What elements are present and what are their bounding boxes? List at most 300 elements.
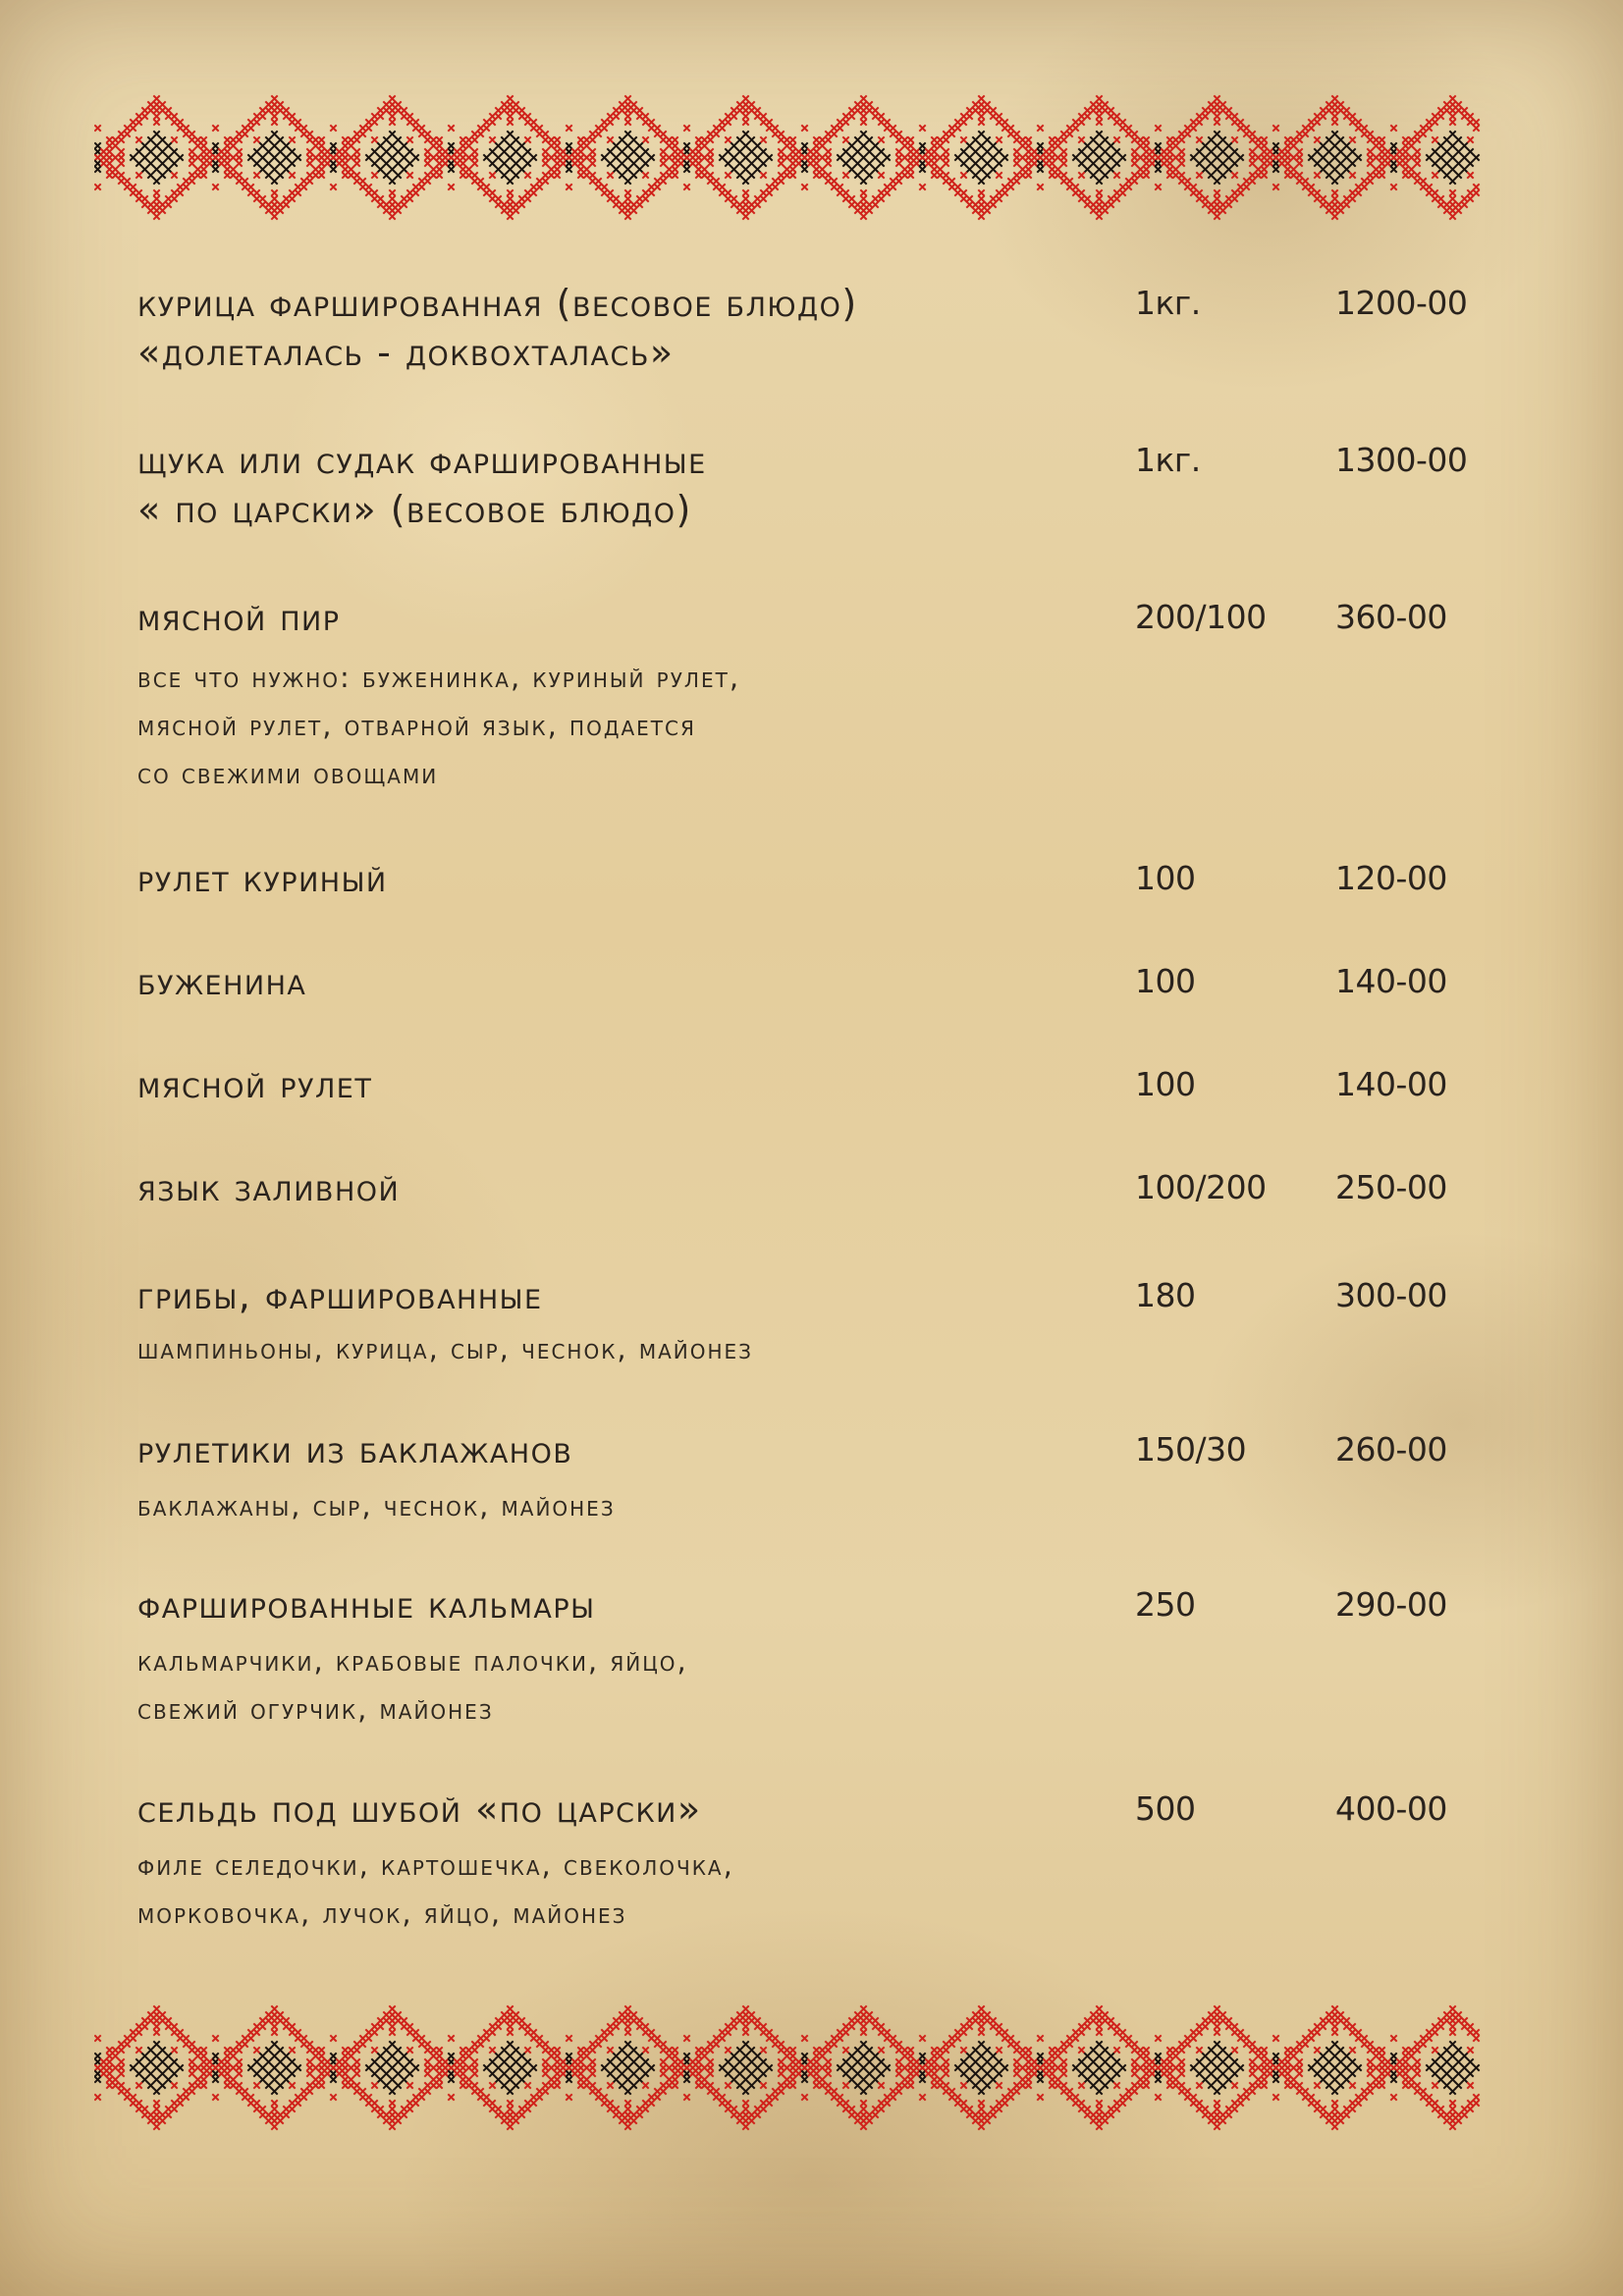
cross-stitch (1444, 2112, 1449, 2117)
cross-stitch (1091, 2012, 1096, 2017)
cross-stitch (1026, 2077, 1031, 2082)
cross-stitch (932, 2077, 937, 2082)
cross-stitch (178, 2036, 183, 2041)
cross-stitch (1291, 2077, 1296, 2082)
cross-stitch (997, 2101, 1001, 2106)
cross-stitch (201, 2083, 206, 2088)
cross-stitch (1238, 2095, 1243, 2100)
cross-stitch (826, 2083, 831, 2088)
cross-stitch (861, 2024, 866, 2029)
cross-stitch (1026, 2071, 1031, 2076)
cross-stitch (843, 2101, 848, 2106)
cross-stitch (266, 2083, 271, 2088)
cross-stitch (343, 2077, 348, 2082)
cross-stitch (1250, 2083, 1255, 2088)
cross-stitch (1403, 2054, 1408, 2058)
cross-stitch (1297, 2089, 1302, 2094)
cross-stitch (673, 2071, 677, 2076)
cross-stitch (743, 2006, 748, 2011)
cross-stitch (661, 2059, 666, 2064)
cross-stitch (237, 2065, 242, 2070)
cross-stitch (1262, 2071, 1267, 2076)
menu-item-name-line: фаршированные кальмары (137, 1583, 596, 1627)
menu-item-price: 300-00 (1335, 1276, 1447, 1314)
cross-stitch (578, 2054, 583, 2058)
cross-stitch (643, 2107, 648, 2111)
cross-stitch (290, 2107, 295, 2111)
cross-stitch (1061, 2059, 1066, 2064)
cross-stitch (908, 2054, 913, 2058)
cross-stitch (278, 2083, 283, 2088)
cross-stitch (402, 2077, 406, 2082)
cross-stitch (1091, 2083, 1096, 2088)
cross-stitch (614, 2077, 619, 2082)
cross-stitch (119, 2065, 124, 2070)
cross-stitch (254, 2071, 259, 2076)
cross-stitch (107, 2071, 112, 2076)
cross-stitch (944, 2065, 948, 2070)
cross-stitch (1273, 2054, 1278, 2058)
cross-stitch (843, 2071, 848, 2076)
cross-stitch (484, 2095, 489, 2100)
menu-item-price: 360-00 (1335, 598, 1447, 636)
cross-stitch (1338, 2071, 1343, 2076)
cross-stitch (384, 2018, 389, 2023)
cross-stitch (749, 2118, 754, 2123)
cross-stitch (1450, 2118, 1455, 2123)
cross-stitch (514, 2012, 518, 2017)
cross-stitch (649, 2036, 654, 2041)
cross-stitch (437, 2071, 442, 2076)
cross-stitch (932, 2059, 937, 2064)
cross-stitch (1209, 2083, 1214, 2088)
cross-stitch (932, 2048, 937, 2053)
cross-stitch (307, 2042, 312, 2047)
cross-stitch (1144, 2054, 1149, 2058)
cross-stitch (1209, 2012, 1214, 2017)
cross-stitch (107, 2059, 112, 2064)
cross-stitch (696, 2083, 701, 2088)
cross-stitch (543, 2071, 548, 2076)
cross-stitch (1050, 2048, 1055, 2053)
cross-stitch (1197, 2101, 1202, 2106)
cross-stitch (755, 2065, 760, 2070)
cross-stitch (419, 2036, 424, 2041)
menu-item-name (137, 279, 1119, 377)
cross-stitch (808, 2059, 813, 2064)
cross-stitch (449, 2077, 454, 2082)
cross-stitch (260, 2065, 265, 2070)
cross-stitch (1097, 2107, 1102, 2111)
cross-stitch (720, 2036, 725, 2041)
cross-stitch (296, 2095, 300, 2100)
cross-stitch (172, 2071, 177, 2076)
cross-stitch (272, 2112, 277, 2117)
cross-stitch (1061, 2071, 1066, 2076)
cross-stitch (743, 2077, 748, 2082)
cross-stitch (484, 2030, 489, 2035)
cross-stitch (272, 2006, 277, 2011)
cross-stitch (602, 2036, 607, 2041)
cross-stitch (1456, 2118, 1461, 2123)
cross-stitch (938, 2065, 943, 2070)
cross-stitch (814, 2065, 819, 2070)
cross-stitch (1374, 2065, 1379, 2070)
cross-stitch (296, 2030, 300, 2035)
cross-stitch (313, 2077, 318, 2082)
cross-stitch (1368, 2071, 1373, 2076)
cross-stitch (1050, 2071, 1055, 2076)
menu-item-description (137, 1325, 1119, 1373)
cross-stitch (537, 2089, 542, 2094)
cross-stitch (372, 2107, 377, 2111)
cross-stitch (1215, 2077, 1219, 2082)
cross-stitch (1427, 2030, 1432, 2035)
cross-stitch (1191, 2101, 1196, 2106)
cross-stitch (861, 2112, 866, 2117)
cross-stitch (1179, 2071, 1184, 2076)
cross-stitch (225, 2054, 230, 2058)
menu-item-description-line: морковочка, лучок, яйцо, майонез (137, 1896, 627, 1930)
cross-stitch (620, 2018, 624, 2023)
cross-stitch (749, 2059, 754, 2064)
cross-stitch (1279, 2059, 1284, 2064)
cross-stitch (1050, 2054, 1055, 2058)
cross-stitch (390, 2042, 395, 2047)
cross-stitch (95, 2059, 100, 2064)
cross-stitch (1020, 2054, 1025, 2058)
cross-stitch (979, 2030, 984, 2035)
cross-stitch (166, 2065, 171, 2070)
cross-stitch (189, 2083, 194, 2088)
cross-stitch (95, 2065, 100, 2070)
cross-stitch (278, 2112, 283, 2117)
cross-stitch (1250, 2042, 1255, 2047)
cross-stitch (154, 2018, 159, 2023)
cross-stitch (1232, 2101, 1237, 2106)
cross-stitch (555, 2054, 560, 2058)
cross-stitch (1209, 2071, 1214, 2076)
cross-stitch (1326, 2048, 1331, 2053)
cross-stitch (425, 2071, 430, 2076)
cross-stitch (967, 2107, 972, 2111)
cross-stitch (449, 2054, 454, 2058)
cross-stitch (779, 2083, 784, 2088)
cross-stitch (319, 2059, 324, 2064)
cross-stitch (1291, 2048, 1296, 2053)
cross-stitch (867, 2012, 872, 2017)
cross-stitch (254, 2101, 259, 2106)
cross-stitch (855, 2112, 860, 2117)
cross-stitch (1067, 2036, 1072, 2041)
cross-stitch (625, 2054, 630, 2058)
cross-stitch (125, 2095, 130, 2100)
cross-stitch (1209, 2059, 1214, 2064)
cross-stitch (761, 2030, 766, 2035)
cross-stitch (1167, 2083, 1172, 2088)
cross-stitch (902, 2077, 907, 2082)
cross-stitch (172, 2107, 177, 2111)
cross-stitch (861, 2089, 866, 2094)
cross-stitch (525, 2071, 530, 2076)
cross-stitch (1067, 2089, 1072, 2094)
cross-stitch (779, 2089, 784, 2094)
cross-stitch (620, 2012, 624, 2017)
cross-stitch (1450, 2089, 1455, 2094)
cross-stitch (684, 2059, 689, 2064)
cross-stitch (237, 2083, 242, 2088)
cross-stitch (508, 2042, 513, 2047)
cross-stitch (631, 2059, 636, 2064)
cross-stitch (855, 2083, 860, 2088)
cross-stitch (661, 2089, 666, 2094)
menu-item-price: 1300-00 (1335, 441, 1468, 479)
cross-stitch (307, 2065, 312, 2070)
cross-stitch (248, 2101, 253, 2106)
cross-stitch (631, 2018, 636, 2023)
cross-stitch (678, 2071, 683, 2076)
cross-stitch (1468, 2071, 1473, 2076)
cross-stitch (1209, 2018, 1214, 2023)
cross-stitch (113, 2054, 118, 2058)
cross-stitch (572, 2071, 577, 2076)
cross-stitch (189, 2065, 194, 2070)
cross-stitch (1126, 2042, 1131, 2047)
cross-stitch (567, 2077, 571, 2082)
cross-stitch (1444, 2048, 1449, 2053)
cross-stitch (278, 2059, 283, 2064)
cross-stitch (231, 2077, 236, 2082)
cross-stitch (1215, 2006, 1219, 2011)
cross-stitch (667, 2048, 672, 2053)
cross-stitch (773, 2095, 778, 2100)
cross-stitch (1444, 2118, 1449, 2123)
cross-stitch (726, 2059, 730, 2064)
cross-stitch (142, 2065, 147, 2070)
cross-stitch (1427, 2101, 1432, 2106)
cross-stitch (425, 2059, 430, 2064)
cross-stitch (1114, 2101, 1119, 2106)
cross-stitch (1450, 2042, 1455, 2047)
menu-item-description-line: мясной рулет, отварной язык, подается (137, 709, 696, 742)
cross-stitch (301, 2036, 306, 2041)
cross-stitch (861, 2030, 866, 2035)
cross-stitch (997, 2071, 1001, 2076)
menu-item-description-line: свежий огурчик, майонез (137, 1692, 494, 1726)
cross-stitch (207, 2059, 212, 2064)
cross-stitch (1403, 2071, 1408, 2076)
cross-stitch (1326, 2012, 1331, 2017)
cross-stitch (1014, 2059, 1019, 2064)
cross-stitch (1067, 2042, 1072, 2047)
cross-stitch (608, 2071, 613, 2076)
cross-stitch (761, 2048, 766, 2053)
cross-stitch (1050, 2077, 1055, 2082)
cross-stitch (213, 2077, 218, 2082)
cross-stitch (201, 2054, 206, 2058)
cross-stitch (1338, 2112, 1343, 2117)
cross-stitch (1167, 2071, 1172, 2076)
cross-stitch (749, 2012, 754, 2017)
cross-stitch (266, 2118, 271, 2123)
cross-stitch (1403, 2083, 1408, 2088)
cross-stitch (879, 2071, 884, 2076)
cross-stitch (1462, 2077, 1467, 2082)
cross-stitch (1097, 2006, 1102, 2011)
cross-stitch (1450, 2107, 1455, 2111)
menu-item-name (137, 593, 1119, 642)
cross-stitch (555, 2059, 560, 2064)
cross-stitch (673, 2054, 677, 2058)
cross-stitch (419, 2089, 424, 2094)
cross-stitch (1073, 2030, 1078, 2035)
cross-stitch (1338, 2118, 1343, 2123)
cross-stitch (1079, 2059, 1084, 2064)
cross-stitch (154, 2006, 159, 2011)
cross-stitch (343, 2083, 348, 2088)
cross-stitch (1250, 2059, 1255, 2064)
cross-stitch (602, 2030, 607, 2035)
cross-stitch (1038, 2036, 1043, 2041)
cross-stitch (1220, 2048, 1225, 2053)
cross-stitch (1138, 2054, 1143, 2058)
cross-stitch (478, 2095, 483, 2100)
cross-stitch (949, 2089, 954, 2094)
cross-stitch (749, 2112, 754, 2117)
cross-stitch (743, 2012, 748, 2017)
cross-stitch (372, 2059, 377, 2064)
cross-stitch (608, 2083, 613, 2088)
cross-stitch (343, 2065, 348, 2070)
cross-stitch (243, 2095, 247, 2100)
cross-stitch (614, 2054, 619, 2058)
cross-stitch (1438, 2024, 1443, 2029)
cross-stitch (460, 2054, 465, 2058)
menu-item-name (137, 1163, 1119, 1212)
cross-stitch (390, 2018, 395, 2023)
cross-stitch (1273, 2071, 1278, 2076)
cross-stitch (178, 2101, 183, 2106)
cross-stitch (726, 2101, 730, 2106)
cross-stitch (1374, 2054, 1379, 2058)
cross-stitch (1197, 2083, 1202, 2088)
cross-stitch (920, 2071, 925, 2076)
cross-stitch (826, 2071, 831, 2076)
cross-stitch (879, 2101, 884, 2106)
cross-stitch (655, 2042, 660, 2047)
cross-stitch (814, 2071, 819, 2076)
cross-stitch (378, 2054, 383, 2058)
cross-stitch (519, 2065, 524, 2070)
cross-stitch (625, 2024, 630, 2029)
cross-stitch (260, 2077, 265, 2082)
cross-stitch (1285, 2059, 1290, 2064)
cross-stitch (372, 2071, 377, 2076)
cross-stitch (1368, 2059, 1373, 2064)
cross-stitch (460, 2077, 465, 2082)
cross-stitch (944, 2042, 948, 2047)
cross-stitch (154, 2101, 159, 2106)
cross-stitch (773, 2036, 778, 2041)
cross-stitch (254, 2083, 259, 2088)
cross-stitch (1380, 2048, 1384, 2053)
cross-stitch (1285, 2071, 1290, 2076)
cross-stitch (307, 2089, 312, 2094)
cross-stitch (820, 2048, 825, 2053)
cross-stitch (737, 2059, 742, 2064)
cross-stitch (307, 2071, 312, 2076)
cross-stitch (702, 2054, 707, 2058)
cross-stitch (1285, 2065, 1290, 2070)
cross-stitch (596, 2095, 601, 2100)
cross-stitch (567, 2054, 571, 2058)
cross-stitch (1326, 2071, 1331, 2076)
cross-stitch (378, 2018, 383, 2023)
cross-stitch (908, 2077, 913, 2082)
cross-stitch (148, 2018, 153, 2023)
cross-stitch (142, 2107, 147, 2111)
cross-stitch (514, 2118, 518, 2123)
cross-stitch (172, 2059, 177, 2064)
cross-stitch (608, 2059, 613, 2064)
cross-stitch (1332, 2042, 1337, 2047)
cross-stitch (896, 2042, 901, 2047)
cross-stitch (584, 2065, 589, 2070)
cross-stitch (266, 2112, 271, 2117)
cross-stitch (508, 2030, 513, 2035)
cross-stitch (437, 2054, 442, 2058)
cross-stitch (625, 2018, 630, 2023)
cross-stitch (372, 2083, 377, 2088)
cross-stitch (1203, 2065, 1208, 2070)
cross-stitch (1050, 2065, 1055, 2070)
cross-stitch (1097, 2101, 1102, 2106)
cross-stitch (690, 2071, 695, 2076)
cross-stitch (1185, 2042, 1190, 2047)
cross-stitch (1232, 2083, 1237, 2088)
cross-stitch (514, 2083, 518, 2088)
cross-stitch (625, 2012, 630, 2017)
cross-stitch (136, 2030, 141, 2035)
cross-stitch (319, 2048, 324, 2053)
cross-stitch (1109, 2054, 1113, 2058)
cross-stitch (944, 2071, 948, 2076)
cross-stitch (755, 2054, 760, 2058)
cross-stitch (1427, 2065, 1432, 2070)
cross-stitch (1350, 2071, 1355, 2076)
cross-stitch (1433, 2083, 1437, 2088)
cross-stitch (1450, 2030, 1455, 2035)
cross-stitch (1008, 2095, 1013, 2100)
cross-stitch (1326, 2112, 1331, 2117)
cross-stitch (684, 2071, 689, 2076)
cross-stitch (1203, 2024, 1208, 2029)
cross-stitch (107, 2054, 112, 2058)
cross-stitch (1433, 2030, 1437, 2035)
cross-stitch (749, 2083, 754, 2088)
cross-stitch (955, 2065, 960, 2070)
cross-stitch (1438, 2054, 1443, 2058)
cross-stitch (561, 2059, 566, 2064)
cross-stitch (195, 2054, 200, 2058)
cross-stitch (673, 2048, 677, 2053)
cross-stitch (955, 2030, 960, 2035)
cross-stitch (266, 2048, 271, 2053)
cross-stitch (620, 2071, 624, 2076)
cross-stitch (349, 2048, 353, 2053)
cross-stitch (213, 2065, 218, 2070)
cross-stitch (1321, 2018, 1325, 2023)
